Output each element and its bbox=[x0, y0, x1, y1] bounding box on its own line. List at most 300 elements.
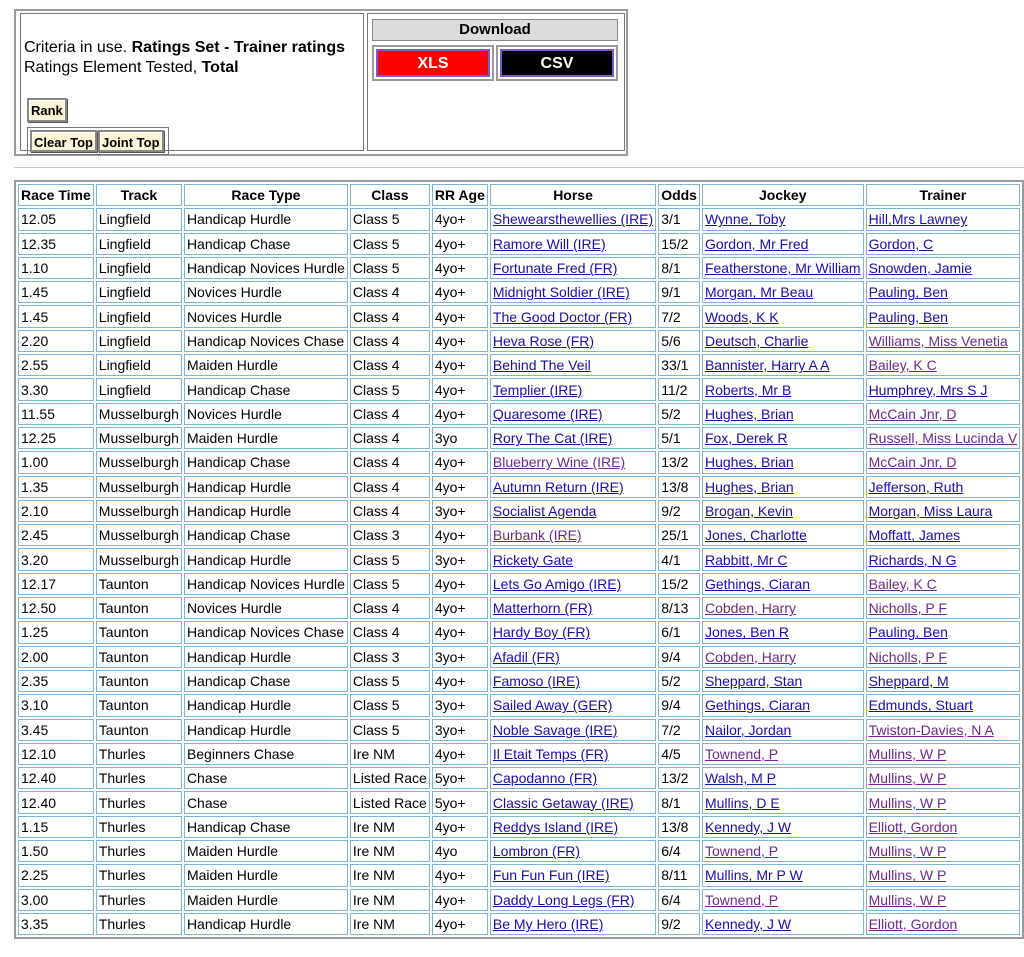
table-row bbox=[18, 840, 1020, 862]
horse-link[interactable]: Afadil (FR) bbox=[492, 648, 560, 665]
jockey-link[interactable]: Featherstone, Mr William bbox=[704, 260, 861, 277]
cell-trainer bbox=[866, 500, 1021, 522]
cell-class: Class 4 bbox=[350, 597, 430, 619]
column-header-jockey: Jockey bbox=[702, 184, 864, 206]
cell-race-type: Handicap Chase bbox=[184, 233, 348, 255]
jockey-link[interactable]: Bannister, Harry A A bbox=[704, 357, 830, 374]
cell-race-type: Maiden Hurdle bbox=[184, 354, 348, 376]
cell-jockey bbox=[702, 621, 864, 643]
cell-track: Lingfield bbox=[96, 281, 182, 303]
trainer-link[interactable]: McCain Jnr, D bbox=[868, 405, 957, 422]
cell-trainer bbox=[866, 233, 1021, 255]
table-row bbox=[18, 281, 1020, 303]
cell-horse bbox=[490, 743, 656, 765]
jockey-link[interactable]: Deutsch, Charlie bbox=[704, 332, 809, 349]
cell-odds: 8/11 bbox=[658, 864, 700, 886]
horse-link[interactable]: Matterhorn (FR) bbox=[492, 600, 593, 617]
column-header-trainer: Trainer bbox=[866, 184, 1021, 206]
table-row bbox=[18, 451, 1020, 473]
cell-class: Ire NM bbox=[350, 816, 430, 838]
criteria-box bbox=[20, 13, 364, 151]
cell-race-time: 12.05 bbox=[18, 208, 94, 230]
joint-top-button[interactable]: Joint Top bbox=[98, 130, 164, 152]
cell-jockey bbox=[702, 573, 864, 595]
cell-track: Thurles bbox=[96, 767, 182, 789]
cell-race-time: 2.25 bbox=[18, 864, 94, 886]
cell-jockey bbox=[702, 281, 864, 303]
cell-rr-age: 3yo+ bbox=[432, 646, 488, 668]
cell-track: Musselburgh bbox=[96, 403, 182, 425]
cell-race-type: Chase bbox=[184, 767, 348, 789]
cell-trainer bbox=[866, 305, 1021, 327]
cell-race-time: 2.10 bbox=[18, 500, 94, 522]
cell-class: Class 4 bbox=[350, 621, 430, 643]
cell-rr-age: 4yo+ bbox=[432, 257, 488, 279]
jockey-link[interactable]: Jones, Charlotte bbox=[704, 527, 807, 544]
cell-odds: 6/1 bbox=[658, 621, 700, 643]
cell-race-type: Handicap Hurdle bbox=[184, 476, 348, 498]
jockey-link[interactable]: Cobden, Harry bbox=[704, 648, 797, 665]
trainer-link[interactable]: Nicholls, P F bbox=[868, 600, 947, 617]
cell-track: Taunton bbox=[96, 670, 182, 692]
jockey-link[interactable]: Wynne, Toby bbox=[704, 211, 786, 228]
table-row bbox=[18, 378, 1020, 400]
cell-odds: 25/1 bbox=[658, 524, 700, 546]
jockey-link[interactable]: Townend, P bbox=[704, 843, 779, 860]
criteria-element: Total bbox=[201, 59, 239, 76]
jockey-link[interactable]: Gethings, Ciaran bbox=[704, 575, 811, 592]
trainer-link[interactable]: Mullins, W P bbox=[868, 867, 947, 884]
table-row bbox=[18, 208, 1020, 230]
cell-rr-age: 4yo+ bbox=[432, 670, 488, 692]
trainer-link[interactable]: Snowden, Jamie bbox=[868, 260, 973, 277]
cell-trainer bbox=[866, 573, 1021, 595]
cell-race-type: Beginners Chase bbox=[184, 743, 348, 765]
table-row bbox=[18, 816, 1020, 838]
cell-track: Thurles bbox=[96, 743, 182, 765]
cell-horse bbox=[490, 427, 656, 449]
cell-race-time: 1.35 bbox=[18, 476, 94, 498]
trainer-link[interactable]: Mullins, W P bbox=[868, 770, 947, 787]
jockey-link[interactable]: Nailor, Jordan bbox=[704, 721, 792, 738]
jockey-link[interactable]: Cobden, Harry bbox=[704, 600, 797, 617]
cell-odds: 4/5 bbox=[658, 743, 700, 765]
cell-track: Thurles bbox=[96, 864, 182, 886]
column-header-track: Track bbox=[96, 184, 182, 206]
cell-track: Thurles bbox=[96, 913, 182, 935]
horse-link[interactable]: Fun Fun Fun (IRE) bbox=[492, 867, 610, 884]
cell-race-time: 2.35 bbox=[18, 670, 94, 692]
horse-link[interactable]: Socialist Agenda bbox=[492, 503, 597, 519]
horse-link[interactable]: The Good Doctor (FR) bbox=[492, 308, 633, 325]
table-row bbox=[18, 233, 1020, 255]
cell-odds: 13/8 bbox=[658, 816, 700, 838]
cell-horse bbox=[490, 913, 656, 935]
clear-top-button[interactable]: Clear Top bbox=[30, 130, 97, 152]
trainer-link[interactable]: Mullins, W P bbox=[868, 794, 947, 811]
horse-link[interactable]: Daddy Long Legs (FR) bbox=[492, 891, 635, 908]
horse-link[interactable]: Shewearsthewellies (IRE) bbox=[492, 211, 654, 228]
cell-jockey bbox=[702, 548, 864, 570]
cell-race-type: Handicap Novices Chase bbox=[184, 330, 348, 352]
cell-race-time: 1.00 bbox=[18, 451, 94, 473]
trainer-link[interactable]: Elliott, Gordon bbox=[868, 916, 958, 933]
cell-trainer bbox=[866, 864, 1021, 886]
cell-trainer bbox=[866, 767, 1021, 789]
jockey-link[interactable]: Rabbitt, Mr C bbox=[704, 551, 788, 568]
cell-jockey bbox=[702, 719, 864, 741]
cell-track: Taunton bbox=[96, 646, 182, 668]
cell-class: Class 4 bbox=[350, 500, 430, 522]
horse-link[interactable]: Sailed Away (GER) bbox=[492, 697, 613, 714]
trainer-link[interactable]: Mullins, W P bbox=[868, 843, 947, 860]
trainer-link[interactable]: Bailey, K C bbox=[868, 575, 937, 592]
cell-class: Class 5 bbox=[350, 719, 430, 741]
cell-rr-age: 3yo bbox=[432, 427, 488, 449]
cell-horse bbox=[490, 524, 656, 546]
cell-horse bbox=[490, 330, 656, 352]
cell-jockey bbox=[702, 791, 864, 813]
csv-button[interactable]: CSV bbox=[500, 49, 614, 77]
cell-horse bbox=[490, 403, 656, 425]
divider bbox=[14, 167, 1024, 168]
cell-race-type: Handicap Novices Chase bbox=[184, 621, 348, 643]
trainer-link[interactable]: Mullins, W P bbox=[868, 891, 947, 908]
jockey-link[interactable]: Jones, Ben R bbox=[704, 624, 790, 641]
results-table bbox=[14, 180, 1024, 939]
jockey-link[interactable]: Morgan, Mr Beau bbox=[704, 284, 814, 301]
jockey-link[interactable]: Gethings, Ciaran bbox=[704, 697, 811, 714]
cell-race-type: Maiden Hurdle bbox=[184, 427, 348, 449]
cell-race-type: Novices Hurdle bbox=[184, 305, 348, 327]
horse-link[interactable]: Hardy Boy (FR) bbox=[492, 624, 591, 641]
cell-track: Thurles bbox=[96, 840, 182, 862]
column-header-race-type: Race Type bbox=[184, 184, 348, 206]
cell-horse bbox=[490, 816, 656, 838]
cell-class: Class 4 bbox=[350, 427, 430, 449]
horse-link[interactable]: Rickety Gate bbox=[492, 551, 574, 568]
jockey-link[interactable]: Brogan, Kevin bbox=[704, 503, 793, 519]
cell-class: Ire NM bbox=[350, 840, 430, 862]
trainer-link[interactable]: Elliott, Gordon bbox=[868, 818, 958, 835]
cell-rr-age: 4yo bbox=[432, 840, 488, 862]
cell-trainer bbox=[866, 670, 1021, 692]
jockey-link[interactable]: Mullins, Mr P W bbox=[704, 867, 803, 884]
trainer-link[interactable]: Mullins, W P bbox=[868, 745, 947, 762]
cell-race-type: Novices Hurdle bbox=[184, 281, 348, 303]
cell-jockey bbox=[702, 500, 864, 522]
trainer-link[interactable]: Edmunds, Stuart bbox=[868, 697, 973, 714]
cell-track: Lingfield bbox=[96, 208, 182, 230]
cell-race-time: 1.15 bbox=[18, 816, 94, 838]
cell-horse bbox=[490, 597, 656, 619]
cell-odds: 8/13 bbox=[658, 597, 700, 619]
cell-race-type: Handicap Hurdle bbox=[184, 719, 348, 741]
cell-race-type: Novices Hurdle bbox=[184, 597, 348, 619]
cell-odds: 13/8 bbox=[658, 476, 700, 498]
cell-track: Lingfield bbox=[96, 233, 182, 255]
jockey-link[interactable]: Mullins, D E bbox=[704, 794, 780, 811]
cell-trainer bbox=[866, 889, 1021, 911]
cell-rr-age: 4yo+ bbox=[432, 816, 488, 838]
column-header-class: Class bbox=[350, 184, 430, 206]
horse-link[interactable]: Il Etait Temps (FR) bbox=[492, 745, 609, 762]
csv-box bbox=[496, 45, 618, 81]
cell-track: Lingfield bbox=[96, 330, 182, 352]
jockey-link[interactable]: Townend, P bbox=[704, 891, 779, 908]
cell-track: Lingfield bbox=[96, 257, 182, 279]
jockey-link[interactable]: Sheppard, Stan bbox=[704, 673, 803, 690]
horse-link[interactable]: Templier (IRE) bbox=[492, 381, 583, 398]
table-row bbox=[18, 743, 1020, 765]
cell-rr-age: 4yo+ bbox=[432, 281, 488, 303]
cell-jockey bbox=[702, 646, 864, 668]
cell-jockey bbox=[702, 767, 864, 789]
trainer-link[interactable]: Pauling, Ben bbox=[868, 308, 948, 325]
cell-race-time: 1.10 bbox=[18, 257, 94, 279]
trainer-link[interactable]: Humphrey, Mrs S J bbox=[868, 381, 988, 398]
horse-link[interactable]: Be My Hero (IRE) bbox=[492, 916, 604, 933]
horse-link[interactable]: Famoso (IRE) bbox=[492, 673, 581, 690]
cell-jockey bbox=[702, 889, 864, 911]
cell-race-time: 1.45 bbox=[18, 305, 94, 327]
cell-race-time: 12.25 bbox=[18, 427, 94, 449]
cell-rr-age: 4yo+ bbox=[432, 354, 488, 376]
table-row bbox=[18, 694, 1020, 716]
trainer-link[interactable]: Nicholls, P F bbox=[868, 648, 947, 665]
cell-track: Taunton bbox=[96, 573, 182, 595]
cell-race-type: Handicap Hurdle bbox=[184, 500, 348, 522]
cell-class: Listed Race bbox=[350, 791, 430, 813]
column-header-race-time: Race Time bbox=[18, 184, 94, 206]
xls-button[interactable]: XLS bbox=[376, 49, 490, 77]
cell-odds: 15/2 bbox=[658, 233, 700, 255]
cell-rr-age: 4yo+ bbox=[432, 403, 488, 425]
cell-trainer bbox=[866, 719, 1021, 741]
table-row bbox=[18, 913, 1020, 935]
cell-jockey bbox=[702, 840, 864, 862]
table-row bbox=[18, 500, 1020, 522]
jockey-link[interactable]: Walsh, M P bbox=[704, 770, 777, 787]
trainer-link[interactable]: Moffatt, James bbox=[868, 527, 961, 544]
cell-class: Class 5 bbox=[350, 694, 430, 716]
cell-race-type: Handicap Novices Hurdle bbox=[184, 257, 348, 279]
cell-race-time: 3.30 bbox=[18, 378, 94, 400]
table-row bbox=[18, 330, 1020, 352]
cell-trainer bbox=[866, 621, 1021, 643]
cell-odds: 5/2 bbox=[658, 670, 700, 692]
cell-trainer bbox=[866, 743, 1021, 765]
jockey-link[interactable]: Hughes, Brian bbox=[704, 405, 794, 422]
cell-rr-age: 4yo+ bbox=[432, 330, 488, 352]
horse-link[interactable]: Fortunate Fred (FR) bbox=[492, 260, 618, 277]
cell-trainer bbox=[866, 330, 1021, 352]
rank-button[interactable]: Rank bbox=[27, 98, 67, 122]
cell-class: Class 5 bbox=[350, 573, 430, 595]
cell-class: Class 4 bbox=[350, 451, 430, 473]
cell-race-time: 1.50 bbox=[18, 840, 94, 862]
horse-link[interactable]: Rory The Cat (IRE) bbox=[492, 430, 613, 447]
cell-class: Class 3 bbox=[350, 646, 430, 668]
jockey-link[interactable]: Kennedy, J W bbox=[704, 818, 792, 835]
cell-track: Thurles bbox=[96, 889, 182, 911]
horse-link[interactable]: Ramore Will (IRE) bbox=[492, 235, 606, 252]
horse-link[interactable]: Lombron (FR) bbox=[492, 843, 581, 860]
cell-race-time: 3.45 bbox=[18, 719, 94, 741]
cell-trainer bbox=[866, 548, 1021, 570]
cell-odds: 9/1 bbox=[658, 281, 700, 303]
table-row bbox=[18, 257, 1020, 279]
cell-jockey bbox=[702, 816, 864, 838]
trainer-link[interactable]: Pauling, Ben bbox=[868, 624, 948, 641]
cell-race-time: 3.00 bbox=[18, 889, 94, 911]
cell-race-time: 2.20 bbox=[18, 330, 94, 352]
cell-odds: 8/1 bbox=[658, 791, 700, 813]
cell-horse bbox=[490, 451, 656, 473]
cell-track: Lingfield bbox=[96, 378, 182, 400]
cell-jockey bbox=[702, 451, 864, 473]
jockey-link[interactable]: Townend, P bbox=[704, 745, 779, 762]
download-title: Download bbox=[372, 19, 618, 41]
cell-rr-age: 4yo+ bbox=[432, 451, 488, 473]
trainer-link[interactable]: Sheppard, M bbox=[868, 673, 949, 690]
cell-track: Taunton bbox=[96, 719, 182, 741]
trainer-link[interactable]: McCain Jnr, D bbox=[868, 454, 957, 471]
trainer-link[interactable]: Williams, Miss Venetia bbox=[868, 332, 1008, 349]
trainer-link[interactable]: Bailey, K C bbox=[868, 357, 937, 374]
cell-odds: 9/4 bbox=[658, 694, 700, 716]
table-row bbox=[18, 305, 1020, 327]
cell-class: Ire NM bbox=[350, 743, 430, 765]
cell-track: Lingfield bbox=[96, 305, 182, 327]
cell-track: Musselburgh bbox=[96, 500, 182, 522]
jockey-link[interactable]: Fox, Derek R bbox=[704, 430, 788, 447]
cell-jockey bbox=[702, 743, 864, 765]
column-header-rr-age: RR Age bbox=[432, 184, 488, 206]
cell-odds: 13/2 bbox=[658, 451, 700, 473]
table-row bbox=[18, 597, 1020, 619]
horse-link[interactable]: Heva Rose (FR) bbox=[492, 332, 595, 349]
trainer-link[interactable]: Jefferson, Ruth bbox=[868, 478, 964, 495]
trainer-link[interactable]: Twiston-Davies, N A bbox=[868, 721, 994, 738]
horse-link[interactable]: Midnight Soldier (IRE) bbox=[492, 284, 630, 301]
trainer-link[interactable]: Hill,Mrs Lawney bbox=[868, 211, 968, 228]
trainer-link[interactable]: Russell, Miss Lucinda V bbox=[868, 430, 1018, 447]
horse-link[interactable]: Quaresome (IRE) bbox=[492, 405, 603, 422]
horse-link[interactable]: Capodanno (FR) bbox=[492, 770, 598, 787]
trainer-link[interactable]: Morgan, Miss Laura bbox=[868, 503, 993, 519]
cell-race-type: Handicap Chase bbox=[184, 816, 348, 838]
cell-rr-age: 4yo+ bbox=[432, 913, 488, 935]
cell-class: Class 4 bbox=[350, 330, 430, 352]
horse-link[interactable]: Lets Go Amigo (IRE) bbox=[492, 575, 622, 592]
cell-rr-age: 3yo+ bbox=[432, 719, 488, 741]
cell-class: Class 5 bbox=[350, 670, 430, 692]
table-row bbox=[18, 889, 1020, 911]
cell-horse bbox=[490, 548, 656, 570]
cell-race-time: 2.55 bbox=[18, 354, 94, 376]
jockey-link[interactable]: Gordon, Mr Fred bbox=[704, 235, 809, 252]
jockey-link[interactable]: Woods, K K bbox=[704, 308, 779, 325]
jockey-link[interactable]: Roberts, Mr B bbox=[704, 381, 792, 398]
header-row bbox=[18, 184, 1020, 206]
cell-class: Ire NM bbox=[350, 864, 430, 886]
cell-race-type: Maiden Hurdle bbox=[184, 840, 348, 862]
horse-link[interactable]: Behind The Veil bbox=[492, 357, 591, 374]
horse-link[interactable]: Classic Getaway (IRE) bbox=[492, 794, 634, 811]
horse-link[interactable]: Noble Savage (IRE) bbox=[492, 721, 618, 738]
cell-odds: 9/4 bbox=[658, 646, 700, 668]
cell-race-time: 3.20 bbox=[18, 548, 94, 570]
cell-trainer bbox=[866, 208, 1021, 230]
trainer-link[interactable]: Gordon, C bbox=[868, 235, 934, 252]
horse-link[interactable]: Burbank (IRE) bbox=[492, 527, 582, 544]
cell-rr-age: 4yo+ bbox=[432, 743, 488, 765]
cell-horse bbox=[490, 791, 656, 813]
cell-odds: 15/2 bbox=[658, 573, 700, 595]
jockey-link[interactable]: Hughes, Brian bbox=[704, 478, 794, 495]
cell-horse bbox=[490, 378, 656, 400]
cell-horse bbox=[490, 305, 656, 327]
horse-link[interactable]: Reddys Island (IRE) bbox=[492, 818, 619, 835]
table-row bbox=[18, 719, 1020, 741]
cell-horse bbox=[490, 257, 656, 279]
cell-horse bbox=[490, 670, 656, 692]
cell-rr-age: 4yo+ bbox=[432, 889, 488, 911]
cell-track: Musselburgh bbox=[96, 476, 182, 498]
cell-jockey bbox=[702, 476, 864, 498]
cell-track: Thurles bbox=[96, 791, 182, 813]
cell-jockey bbox=[702, 208, 864, 230]
cell-odds: 6/4 bbox=[658, 889, 700, 911]
column-header-odds: Odds bbox=[658, 184, 700, 206]
jockey-link[interactable]: Kennedy, J W bbox=[704, 916, 792, 933]
table-row bbox=[18, 621, 1020, 643]
cell-jockey bbox=[702, 403, 864, 425]
cell-trainer bbox=[866, 524, 1021, 546]
cell-odds: 13/2 bbox=[658, 767, 700, 789]
cell-trainer bbox=[866, 840, 1021, 862]
cell-rr-age: 4yo+ bbox=[432, 621, 488, 643]
top-buttons-group bbox=[27, 127, 169, 155]
trainer-link[interactable]: Richards, N G bbox=[868, 551, 957, 568]
table-row bbox=[18, 767, 1020, 789]
cell-horse bbox=[490, 233, 656, 255]
cell-odds: 5/6 bbox=[658, 330, 700, 352]
horse-link[interactable]: Blueberry Wine (IRE) bbox=[492, 454, 626, 471]
table-row bbox=[18, 573, 1020, 595]
cell-odds: 6/4 bbox=[658, 840, 700, 862]
cell-class: Class 4 bbox=[350, 305, 430, 327]
download-box bbox=[367, 13, 625, 151]
cell-race-type: Maiden Hurdle bbox=[184, 889, 348, 911]
cell-jockey bbox=[702, 913, 864, 935]
criteria-label-2: Ratings Element Tested, bbox=[24, 59, 198, 76]
cell-track: Thurles bbox=[96, 816, 182, 838]
horse-link[interactable]: Autumn Return (IRE) bbox=[492, 478, 624, 495]
xls-box bbox=[372, 45, 494, 81]
cell-race-time: 12.50 bbox=[18, 597, 94, 619]
cell-horse bbox=[490, 889, 656, 911]
jockey-link[interactable]: Hughes, Brian bbox=[704, 454, 794, 471]
cell-race-time: 2.45 bbox=[18, 524, 94, 546]
cell-race-time: 12.40 bbox=[18, 791, 94, 813]
table-row bbox=[18, 548, 1020, 570]
table-row bbox=[18, 864, 1020, 886]
cell-horse bbox=[490, 864, 656, 886]
cell-race-type: Handicap Chase bbox=[184, 378, 348, 400]
trainer-link[interactable]: Pauling, Ben bbox=[868, 284, 948, 301]
